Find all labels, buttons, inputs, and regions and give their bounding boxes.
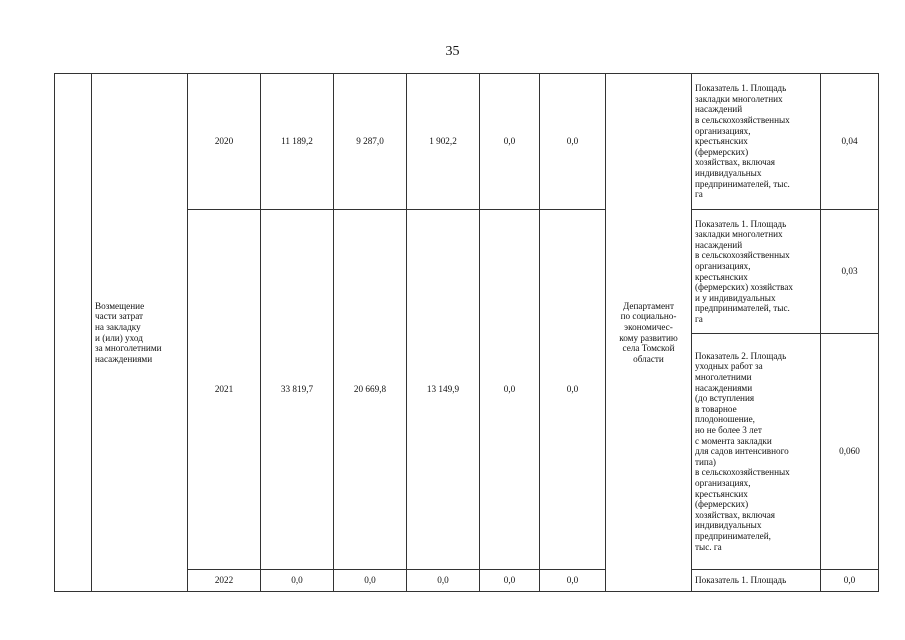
regional-cell: 13 149,9 [407, 210, 480, 570]
year-cell: 2021 [188, 210, 261, 570]
year-cell: 2020 [188, 74, 261, 210]
other-cell: 0,0 [540, 210, 606, 570]
indicator-value-cell: 0,060 [821, 334, 879, 570]
table-row [55, 74, 879, 210]
regional-cell: 1 902,2 [407, 74, 480, 210]
total-cell: 11 189,2 [261, 74, 334, 210]
regional-cell: 0,0 [407, 570, 480, 592]
program-table [54, 73, 879, 592]
measure-name-cell: Возмещение части затрат на закладку и (или) уход за многолетними насаждениями [92, 74, 188, 592]
local-cell: 0,0 [480, 74, 540, 210]
other-cell: 0,0 [540, 74, 606, 210]
year-cell: 2022 [188, 570, 261, 592]
indicator-value-cell: 0,04 [821, 74, 879, 210]
indicator-value-cell: 0,0 [821, 570, 879, 592]
total-cell: 0,0 [261, 570, 334, 592]
page-number: 35 [445, 44, 460, 59]
local-cell: 0,0 [480, 210, 540, 570]
federal-cell: 0,0 [334, 570, 407, 592]
other-cell: 0,0 [540, 570, 606, 592]
indicator-text-cell: Показатель 1. Площадь [692, 570, 821, 592]
row-number-cell [55, 74, 92, 592]
department-cell: Департамент по социально- экономичес- кому развитию села Томской области [606, 74, 692, 592]
indicator-text-cell: Показатель 1. Площадь закладки многолетних насаждений в сельскохозяйственных организациях, крестьянских (фермерских) хозяйствах и у индивидуальных предпринимателей, тыс. га [692, 210, 821, 334]
federal-cell: 20 669,8 [334, 210, 407, 570]
federal-cell: 9 287,0 [334, 74, 407, 210]
indicator-value-cell: 0,03 [821, 210, 879, 334]
total-cell: 33 819,7 [261, 210, 334, 570]
indicator-text-cell: Показатель 2. Площадь уходных работ за многолетними насаждениями (до вступления в товарное плодоношение, но не более 3 лет с момента закладки для садов интенсивного типа) в сельскохозяйственных организациях, крестьянских (фермерских) хозяйствах, включая индивидуальных предпринимателей, тыс. га [692, 334, 821, 570]
local-cell: 0,0 [480, 570, 540, 592]
indicator-text-cell: Показатель 1. Площадь закладки многолетних насаждений в сельскохозяйственных организациях, крестьянских (фермерских) хозяйствах, включая индивидуальных предпринимателей, тыс. га [692, 74, 821, 210]
